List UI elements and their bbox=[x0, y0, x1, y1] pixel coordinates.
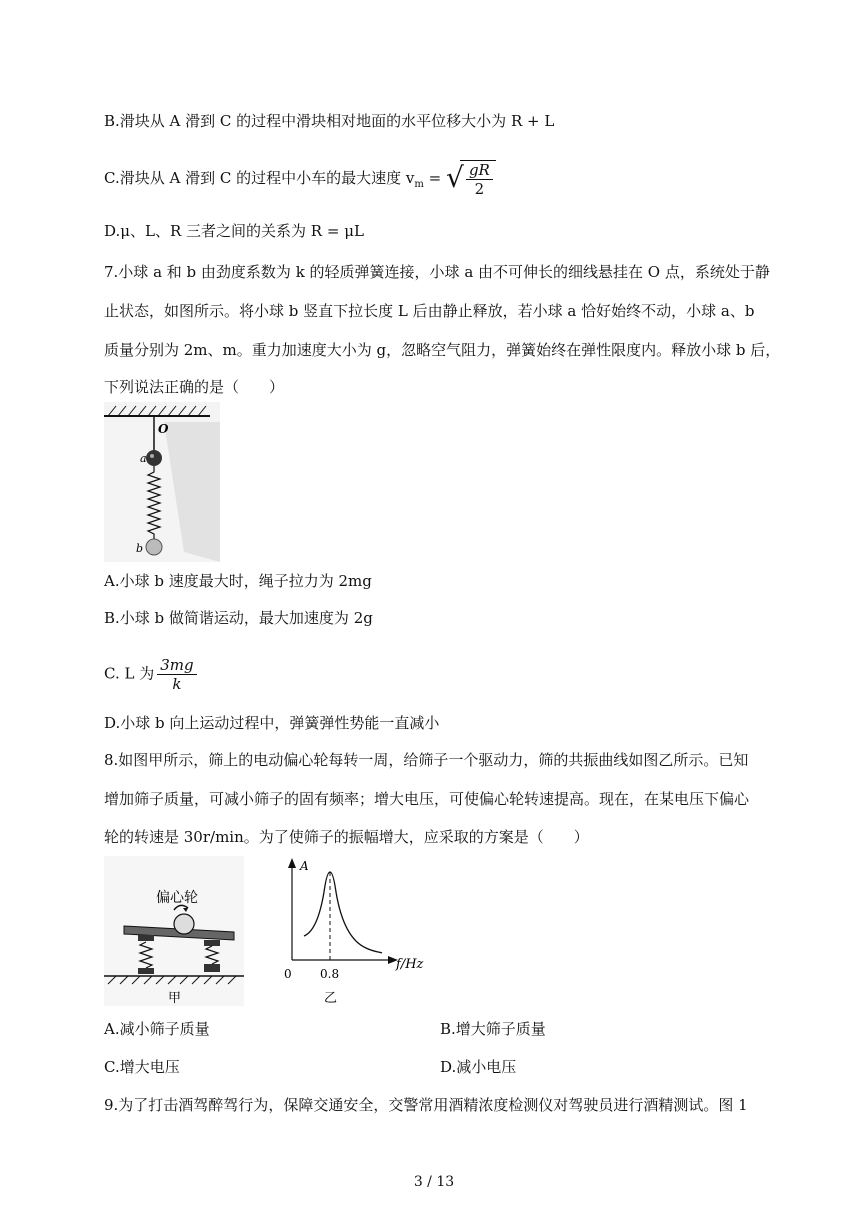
q6-option-c-eq: = bbox=[423, 169, 446, 187]
q8-stem-line3: 轮的转速是 30r/min。为了使筛子的振幅增大，应采取的方案是（ ） bbox=[104, 828, 589, 846]
q8-option-a: A.减小筛子质量 bbox=[104, 1020, 210, 1038]
q8-fig-axis-a: A bbox=[300, 859, 309, 873]
q8-stem-line1: 8.如图甲所示，筛上的电动偏心轮每转一周，给筛子一个驱动力，筛的共振曲线如图乙所示。已知 bbox=[104, 751, 749, 769]
q7-fig-label-b: b bbox=[136, 542, 144, 555]
q6-fraction: $\frac{gR}{2}$ bbox=[466, 161, 493, 198]
q8-fig-origin: 0 bbox=[284, 967, 292, 981]
q7-option-d: D.小球 b 向上运动过程中，弹簧弹性势能一直减小 bbox=[104, 714, 440, 732]
q8-option-b: B.增大筛子质量 bbox=[440, 1020, 546, 1038]
q7-option-b: B.小球 b 做简谐运动，最大加速度为 2g bbox=[104, 609, 373, 627]
q7-option-a: A.小球 b 速度最大时，绳子拉力为 2mg bbox=[104, 572, 372, 590]
q7-stem-line1: 7.小球 a 和 b 由劲度系数为 k 的轻质弹簧连接，小球 a 由不可伸长的细线悬挂在 O 点，系统处于静 bbox=[104, 263, 770, 281]
q8-figure-jia-sieve bbox=[104, 856, 244, 1006]
q8-fig-jia-label: 甲 bbox=[168, 991, 182, 1006]
q7-fig-label-a: a bbox=[140, 452, 147, 465]
q8-option-d: D.减小电压 bbox=[440, 1058, 517, 1076]
q6-option-c bbox=[104, 160, 496, 198]
q6-option-c-sub: m bbox=[414, 179, 424, 190]
q9-stem-line1: 9.为了打击酒驾醉驾行为，保障交通安全，交警常用酒精浓度检测仪对驾驶员进行酒精测试。图 1 bbox=[104, 1096, 748, 1114]
q7-stem-line4: 下列说法正确的是（ ） bbox=[104, 378, 285, 396]
q8-figure-yi-resonance-curve bbox=[276, 856, 436, 1006]
q7-option-c-text: C. L 为 bbox=[104, 664, 155, 683]
q7-figure-spring-balls bbox=[104, 402, 220, 562]
q8-fig-yi-label: 乙 bbox=[324, 991, 338, 1006]
q6-option-b: B.滑块从 A 滑到 C 的过程中滑块相对地面的水平位移大小为 R + L bbox=[104, 112, 555, 130]
q6-sqrt: √ $\frac{gR}{2}$ bbox=[446, 160, 496, 198]
q8-stem-line2: 增加筛子质量，可减小筛子的固有频率；增大电压，可使偏心轮转速提高。现在，在某电压下偏心 bbox=[104, 790, 750, 808]
q6-option-c-text: C.滑块从 A 滑到 C 的过程中小车的最大速度 v bbox=[104, 169, 415, 187]
q8-option-c: C.增大电压 bbox=[104, 1058, 180, 1076]
q8-fig-axis-f: f/Hz bbox=[396, 957, 424, 972]
q7-option-c bbox=[104, 656, 200, 693]
q6-option-d: D.μ、L、R 三者之间的关系为 R = μL bbox=[104, 222, 364, 240]
q7-stem-line2: 止状态，如图所示。将小球 b 竖直下拉长度 L 后由静止释放，若小球 a 恰好始终不动，小球 a、b bbox=[104, 302, 755, 320]
q7-stem-line3: 质量分别为 2m、m。重力加速度大小为 g，忽略空气阻力，弹簧始终在弹性限度内。释放小球 b 后， bbox=[104, 341, 781, 359]
page-number: 3 / 13 bbox=[413, 1174, 455, 1190]
q7-fraction: $\frac{3mg}{k}$ bbox=[157, 656, 196, 693]
q7-fig-label-o: O bbox=[158, 422, 169, 436]
q8-fig-wheel-label: 偏心轮 bbox=[156, 890, 198, 906]
q8-fig-tick-08: 0.8 bbox=[320, 967, 340, 981]
